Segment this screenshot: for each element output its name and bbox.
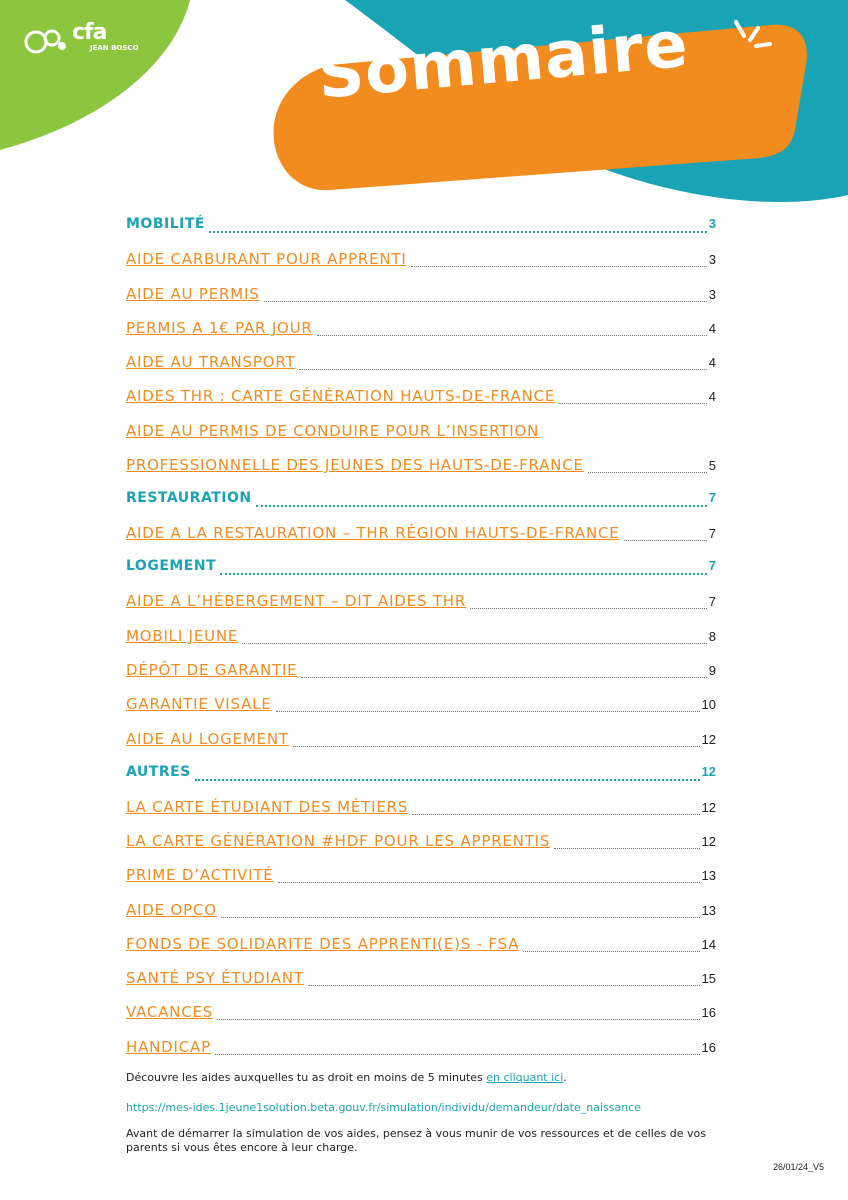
toc-page-number: 4 <box>708 355 716 370</box>
toc-entry[interactable] <box>126 935 716 957</box>
toc-entry[interactable] <box>126 353 716 375</box>
toc-label[interactable]: LA CARTE GÉNÉRATION #HDF POUR LES APPRENTIS <box>126 832 551 850</box>
logo-subtext: JEAN BOSCO <box>90 44 139 52</box>
toc-label[interactable]: SANTÉ PSY ÉTUDIANT <box>126 969 304 987</box>
dot-leader <box>523 951 699 952</box>
toc-entry[interactable] <box>126 798 716 820</box>
toc-page-number: 14 <box>701 937 716 952</box>
toc-entry[interactable] <box>126 1038 716 1060</box>
toc-entry[interactable] <box>126 969 716 991</box>
toc-page-number: 7 <box>708 558 716 573</box>
toc-page-number: 16 <box>701 1040 716 1055</box>
logo-icon <box>24 24 70 56</box>
dot-leader <box>559 403 707 404</box>
toc-label[interactable]: VACANCES <box>126 1003 214 1021</box>
toc-page-number: 10 <box>701 697 716 712</box>
dot-leader <box>470 608 707 609</box>
dot-leader <box>317 335 707 336</box>
dot-leader <box>299 369 706 370</box>
toc-entry[interactable] <box>126 901 716 923</box>
simulation-note: Avant de démarrer la simulation de vos aides, pensez à vous munir de vos ressources et de celles de vos parents si vous êtes encore à leur charge. <box>126 1127 706 1154</box>
toc-section[interactable] <box>126 764 716 786</box>
toc-entry[interactable] <box>126 730 716 752</box>
toc-entry[interactable] <box>126 866 716 888</box>
dot-leader <box>554 848 699 849</box>
dot-leader <box>220 573 707 575</box>
dot-leader <box>217 1019 699 1020</box>
toc-page-number: 12 <box>701 800 716 815</box>
toc-page-number: 5 <box>708 458 716 473</box>
dot-leader <box>588 472 707 473</box>
toc-entry[interactable] <box>126 661 716 683</box>
toc-label[interactable]: RESTAURATION <box>126 490 252 506</box>
dot-leader <box>278 882 700 883</box>
toc-section[interactable] <box>126 216 716 238</box>
toc-section[interactable] <box>126 558 716 580</box>
version-label: 26/01/24_V5 <box>772 1162 824 1172</box>
toc-label[interactable]: PERMIS A 1€ PAR JOUR <box>126 319 313 337</box>
toc-label[interactable]: AUTRES <box>126 764 191 780</box>
toc-entry[interactable] <box>126 832 716 854</box>
toc-entry[interactable] <box>126 456 716 478</box>
toc-entry[interactable] <box>126 422 716 444</box>
discover-line: Découvre les aides auxquelles tu as droit en moins de 5 minutes en cliquant ici. <box>126 1071 567 1084</box>
toc-page-number: 3 <box>708 216 716 231</box>
toc-entry[interactable] <box>126 695 716 717</box>
dot-leader <box>276 711 700 712</box>
toc-label[interactable]: DÉPÔT DE GARANTIE <box>126 661 298 679</box>
toc-label[interactable]: PROFESSIONNELLE DES JEUNES DES HAUTS-DE-FRANCE <box>126 456 584 474</box>
logo-text: cfa <box>72 20 107 45</box>
dot-leader <box>209 231 707 233</box>
dot-leader <box>301 677 706 678</box>
toc-label[interactable]: AIDE A LA RESTAURATION – THR RÉGION HAUTS-DE-FRANCE <box>126 524 620 542</box>
toc-label[interactable]: AIDE AU TRANSPORT <box>126 353 296 371</box>
toc-entry[interactable] <box>126 592 716 614</box>
toc-page-number: 7 <box>708 594 716 609</box>
simulation-url[interactable]: https://mes-ides.1jeune1solution.beta.gouv.fr/simulation/individu/demandeur/date_naissance <box>126 1101 642 1114</box>
toc-label[interactable]: HANDICAP <box>126 1038 211 1056</box>
toc-entry[interactable] <box>126 387 716 409</box>
toc-page-number: 13 <box>701 868 716 883</box>
toc-section[interactable] <box>126 490 716 512</box>
dot-leader <box>215 1054 700 1055</box>
toc-page-number: 12 <box>701 732 716 747</box>
toc-page-number: 3 <box>708 287 716 302</box>
toc-label[interactable]: FONDS DE SOLIDARITE DES APPRENTI(E)S - FSA <box>126 935 520 953</box>
toc-entry[interactable] <box>126 627 716 649</box>
dot-leader <box>411 266 707 267</box>
toc-entry[interactable] <box>126 319 716 341</box>
toc-entry[interactable] <box>126 1003 716 1025</box>
toc-label[interactable]: LA CARTE ÉTUDIANT DES MÉTIERS <box>126 798 409 816</box>
dot-leader <box>412 814 699 815</box>
toc-label[interactable]: AIDE A L’HÉBERGEMENT – DIT AIDES THR <box>126 592 467 610</box>
toc-page-number: 8 <box>708 629 716 644</box>
cfa-logo <box>24 20 139 60</box>
toc-page-number: 12 <box>701 834 716 849</box>
toc-label[interactable]: AIDE AU PERMIS <box>126 285 260 303</box>
dot-leader <box>256 505 707 507</box>
toc-page-number: 4 <box>708 321 716 336</box>
toc-page-number: 7 <box>708 490 716 505</box>
toc-page-number: 12 <box>701 764 716 779</box>
toc-page-number: 15 <box>701 971 716 986</box>
dot-leader <box>195 779 700 781</box>
dot-leader <box>221 917 700 918</box>
toc-label[interactable]: MOBILITÉ <box>126 216 205 232</box>
toc-page-number: 4 <box>708 389 716 404</box>
toc-page-number: 16 <box>701 1005 716 1020</box>
toc-entry[interactable] <box>126 285 716 307</box>
toc-page-number: 13 <box>701 903 716 918</box>
toc-label[interactable]: AIDE AU LOGEMENT <box>126 730 289 748</box>
dot-leader <box>624 540 707 541</box>
toc-entry[interactable] <box>126 524 716 546</box>
toc-label[interactable]: AIDE AU PERMIS DE CONDUIRE POUR L’INSERTION <box>126 422 540 440</box>
dot-leader <box>293 746 700 747</box>
toc-page-number: 3 <box>708 252 716 267</box>
toc-label[interactable]: PRIME D’ACTIVITÉ <box>126 866 274 884</box>
toc-page-number: 9 <box>708 663 716 678</box>
dot-leader <box>308 985 700 986</box>
page-title: Sommaire <box>314 7 692 114</box>
toc-page-number: 7 <box>708 526 716 541</box>
toc-label[interactable]: AIDE CARBURANT POUR APPRENTI <box>126 250 407 268</box>
discover-link[interactable]: en cliquant ici <box>486 1071 564 1084</box>
toc-label[interactable]: AIDES THR : CARTE GÉNÉRATION HAUTS-DE-FRANCE <box>126 387 556 405</box>
toc-entry[interactable] <box>126 250 716 272</box>
toc-label[interactable]: LOGEMENT <box>126 558 217 574</box>
dot-leader <box>264 301 707 302</box>
toc-label[interactable]: MOBILI JEUNE <box>126 627 239 645</box>
toc-label[interactable]: GARANTIE VISALE <box>126 695 272 713</box>
dot-leader <box>242 643 707 644</box>
toc-label[interactable]: AIDE OPCO <box>126 901 217 919</box>
